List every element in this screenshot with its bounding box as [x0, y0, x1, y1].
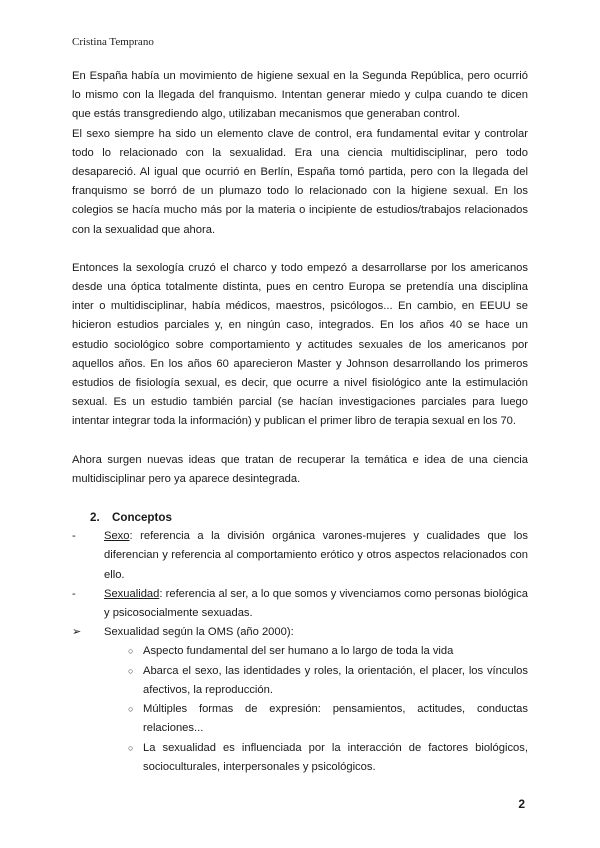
section-heading: [72, 508, 528, 527]
paragraph-spacer: [72, 240, 528, 259]
page-number: 2: [518, 797, 525, 811]
paragraph-spacer: [72, 432, 528, 451]
circle-bullet-icon: ○: [128, 704, 134, 715]
definition-text: : referencia al ser, a lo que somos y vivenciamos como personas biológica y psicosocialmente sexuadas.: [104, 587, 528, 620]
oms-heading-item: [72, 623, 528, 642]
list-item-text: Abarca el sexo, las identidades y roles, la orientación, el placer, los vínculos afectivos, la reproducción.: [143, 664, 528, 696]
dash-bullet-icon: -: [72, 530, 76, 543]
arrow-bullet-icon: ➢: [72, 626, 82, 639]
circle-bullet-icon: ○: [128, 742, 134, 753]
list-item: [72, 700, 528, 738]
list-item-text: Múltiples formas de expresión: pensamientos, actitudes, conductas relaciones...: [143, 703, 528, 735]
list-item-text: La sexualidad es influenciada por la interacción de factores biológicos, socioculturales, interpersonales y psicológicos.: [143, 741, 528, 773]
paragraph: En España había un movimiento de higiene sexual en la Segunda República, pero ocurrió lo mismo con la llegada del franquismo. Intentan generar miedo y culpa cuando te dicen que estás transgrediendo algo, utilizaban mecanismos que generaban control.: [72, 70, 528, 121]
definition-item: [72, 585, 528, 623]
paragraph: Ahora surgen nuevas ideas que tratan de recuperar la temática e idea de una ciencia multidisciplinar pero ya aparece desintegrada.: [72, 453, 528, 485]
definition-term: Sexo: [104, 530, 130, 543]
list-item: [72, 642, 528, 661]
section-title: Conceptos: [112, 511, 172, 525]
oms-heading: Sexualidad según la OMS (año 2000):: [104, 626, 294, 639]
page-body: [72, 67, 528, 777]
dash-bullet-icon: -: [72, 587, 76, 600]
list-item: [72, 662, 528, 700]
list-item: [72, 739, 528, 777]
section-number: 2.: [90, 511, 100, 525]
running-header-author: Cristina Temprano: [72, 36, 154, 48]
circle-bullet-icon: ○: [128, 646, 134, 657]
circle-bullet-icon: ○: [128, 665, 134, 676]
definition-item: [72, 527, 528, 585]
paragraph: El sexo siempre ha sido un elemento clave de control, era fundamental evitar y controlar todo lo relacionado con la sexualidad. Era una ciencia multidisciplinar, pero todo desapareció. Al igual que ocurrió en Berlín, España tomó partida, pero con la llegada del franquismo se borró de un plumazo todo lo relacionado con la higiene sexual. En los colegios se hacía mucho más por la materia o incipiente de estudios/trabajos relacionados con la sexualidad que ahora.: [72, 127, 528, 236]
list-item-text: Aspecto fundamental del ser humano a lo largo de toda la vida: [143, 645, 454, 658]
paragraph: Entonces la sexología cruzó el charco y todo empezó a desarrollarse por los americanos desde una óptica totalmente distinta, pues en centro Europa se pretendía una disciplina inter o multidisciplinar, había médicos, maestros, psicólogos... En cambio, en EEUU se hicieron estudios parciales y, en ningún caso, integrados. En los años 40 se hace un estudio sociológico sobre comportamiento y actitudes sexuales de los americanos por aquellos años. En los años 60 aparecieron Master y Johnson desarrollando los primeros estudios de fisiología sexual, es decir, que ocurre a nivel fisiológico ante la estimulación sexual. Es un estudio también parcial (se hacían investigaciones parciales para luego intentar integrar toda la información) y publican el primer libro de terapia sexual en los 70.: [72, 261, 528, 428]
definition-text: : referencia a la división orgánica varones-mujeres y cualidades que los diferencian y referencia al comportamiento erótico y otros aspectos relacionados con ello.: [104, 530, 528, 581]
definition-term: Sexualidad: [104, 587, 160, 600]
